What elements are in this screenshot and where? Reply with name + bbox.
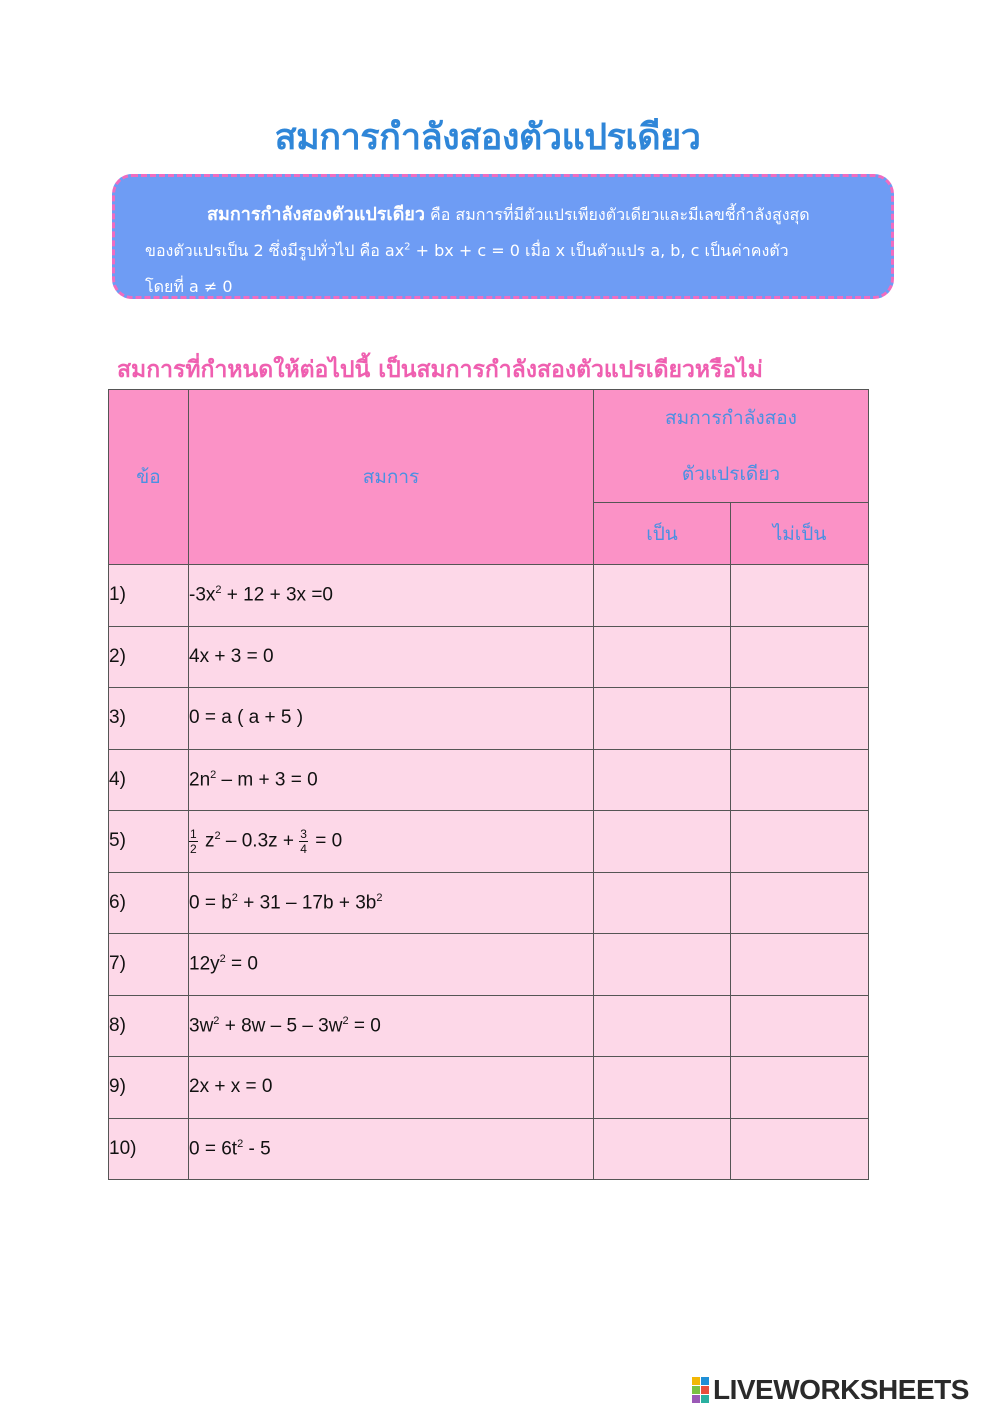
answer-no-cell[interactable] — [731, 995, 869, 1057]
equation-text: 12y — [189, 953, 220, 975]
equation-cell — [189, 872, 594, 934]
table-row — [109, 688, 869, 750]
equation-text: 4x + 3 = 0 — [189, 645, 274, 667]
equation-text: – m + 3 = 0 — [216, 768, 318, 790]
answer-no-cell[interactable] — [731, 1118, 869, 1180]
equation-cell — [189, 1057, 594, 1119]
exponent: 2 — [210, 768, 217, 781]
item-number: 3) — [109, 688, 189, 750]
fraction-denominator: 4 — [300, 841, 307, 856]
header-not-quadratic: ไม่เป็น — [731, 503, 869, 565]
item-number: 5) — [109, 811, 189, 873]
exponent: 2 — [213, 1014, 220, 1027]
table-row — [109, 872, 869, 934]
equation-text: = 0 — [309, 830, 343, 852]
logo-square — [701, 1395, 709, 1403]
logo-square — [692, 1386, 700, 1394]
answer-yes-cell[interactable] — [594, 626, 731, 688]
answer-yes-cell[interactable] — [594, 565, 731, 627]
header-item-number: ข้อ — [109, 390, 189, 565]
equation-cell — [189, 934, 594, 996]
table-row — [109, 626, 869, 688]
equation-text: = 0 — [348, 1014, 381, 1036]
equation-text: – 0.3z + — [220, 830, 300, 852]
equation-text: + 8w – 5 – 3w — [219, 1014, 343, 1036]
equation-text: 0 = b — [189, 891, 232, 913]
definition-line-2 — [145, 233, 867, 269]
logo-square — [701, 1386, 709, 1394]
table-row — [109, 934, 869, 996]
item-number: 9) — [109, 1057, 189, 1119]
exponent: 2 — [237, 1137, 244, 1150]
fraction-denominator: 2 — [190, 841, 197, 856]
definition-line-3: โดยที่ a ≠ 0 — [145, 277, 233, 296]
logo-square — [692, 1395, 700, 1403]
table-row — [109, 1057, 869, 1119]
exponent: 2 — [215, 584, 222, 597]
table-body — [109, 565, 869, 1180]
equation-cell — [189, 565, 594, 627]
exponent: 2 — [231, 891, 238, 904]
fraction — [189, 827, 198, 856]
item-number: 7) — [109, 934, 189, 996]
item-number: 6) — [109, 872, 189, 934]
header-group-line-1: สมการกำลังสอง — [665, 407, 797, 429]
answer-yes-cell[interactable] — [594, 934, 731, 996]
answer-no-cell[interactable] — [731, 1057, 869, 1119]
answer-no-cell[interactable] — [731, 688, 869, 750]
equation-text: 0 = 6t — [189, 1137, 238, 1159]
equation-cell — [189, 626, 594, 688]
table-row — [109, 811, 869, 873]
liveworksheets-logo — [692, 1374, 969, 1406]
liveworksheets-logo-icon — [692, 1377, 709, 1403]
question-heading: สมการที่กำหนดให้ต่อไปนี้ เป็นสมการกำลังสองตัวแปรเดียวหรือไม่ — [117, 357, 763, 383]
fraction-numerator: 3 — [300, 826, 307, 841]
fraction-numerator: 1 — [190, 826, 197, 841]
table-row — [109, 749, 869, 811]
item-number: 4) — [109, 749, 189, 811]
equation-cell — [189, 688, 594, 750]
equation-cell — [189, 749, 594, 811]
header-is-quadratic: เป็น — [594, 503, 731, 565]
item-number: 1) — [109, 565, 189, 627]
header-equation: สมการ — [189, 390, 594, 565]
table-row — [109, 565, 869, 627]
definition-exponent: 2 — [404, 241, 411, 253]
equation-text: 2x + x = 0 — [189, 1076, 273, 1098]
definition-text-1: คือ สมการที่มีตัวแปรเพียงตัวเดียวและมีเลขชี้กำลังสูงสุด — [424, 205, 810, 224]
equation-text: + 12 + 3x =0 — [221, 584, 333, 606]
worksheet-table — [108, 389, 869, 1180]
answer-no-cell[interactable] — [731, 565, 869, 627]
definition-text-2a: ของตัวแปรเป็น 2 ซึ่งมีรูปทั่วไป คือ ax — [145, 241, 405, 260]
table-row — [109, 1118, 869, 1180]
answer-yes-cell[interactable] — [594, 1118, 731, 1180]
item-number: 2) — [109, 626, 189, 688]
exponent: 2 — [219, 953, 226, 966]
equation-text: 0 = a ( a + 5 ) — [189, 707, 304, 729]
logo-square — [701, 1377, 709, 1385]
answer-yes-cell[interactable] — [594, 1057, 731, 1119]
item-number: 8) — [109, 995, 189, 1057]
header-group-line-2: ตัวแปรเดียว — [681, 463, 781, 485]
definition-line-1 — [145, 197, 867, 233]
answer-yes-cell[interactable] — [594, 872, 731, 934]
answer-no-cell[interactable] — [731, 626, 869, 688]
fraction — [299, 827, 308, 856]
equation-cell — [189, 811, 594, 873]
answer-no-cell[interactable] — [731, 749, 869, 811]
equation-text: z — [199, 830, 215, 852]
exponent: 2 — [376, 891, 383, 904]
page-title: สมการกำลังสองตัวแปรเดียว — [274, 117, 701, 158]
answer-no-cell[interactable] — [731, 872, 869, 934]
answer-yes-cell[interactable] — [594, 749, 731, 811]
answer-no-cell[interactable] — [731, 934, 869, 996]
equation-text: 3w — [189, 1014, 214, 1036]
equation-text: + 31 – 17b + 3b — [237, 891, 377, 913]
exponent: 2 — [342, 1014, 349, 1027]
table-row — [109, 995, 869, 1057]
answer-yes-cell[interactable] — [594, 688, 731, 750]
header-answer-group — [594, 390, 869, 503]
item-number: 10) — [109, 1118, 189, 1180]
definition-text-2b: + bx + c = 0 เมื่อ x เป็นตัวแปร a, b, c เป็นค่าคงตัว — [410, 241, 789, 260]
logo-square — [692, 1377, 700, 1385]
equation-cell — [189, 1118, 594, 1180]
equation-text: 2n — [189, 768, 211, 790]
answer-no-cell[interactable] — [731, 811, 869, 873]
equation-text: - 5 — [243, 1137, 271, 1159]
equation-text: = 0 — [225, 953, 258, 975]
equation-text: -3x — [189, 584, 216, 606]
definition-box — [112, 174, 894, 299]
answer-yes-cell[interactable] — [594, 995, 731, 1057]
definition-term: สมการกำลังสองตัวแปรเดียว — [207, 204, 425, 225]
exponent: 2 — [214, 829, 221, 842]
answer-yes-cell[interactable] — [594, 811, 731, 873]
logo-text: LIVEWORKSHEETS — [713, 1374, 969, 1405]
equation-cell — [189, 995, 594, 1057]
